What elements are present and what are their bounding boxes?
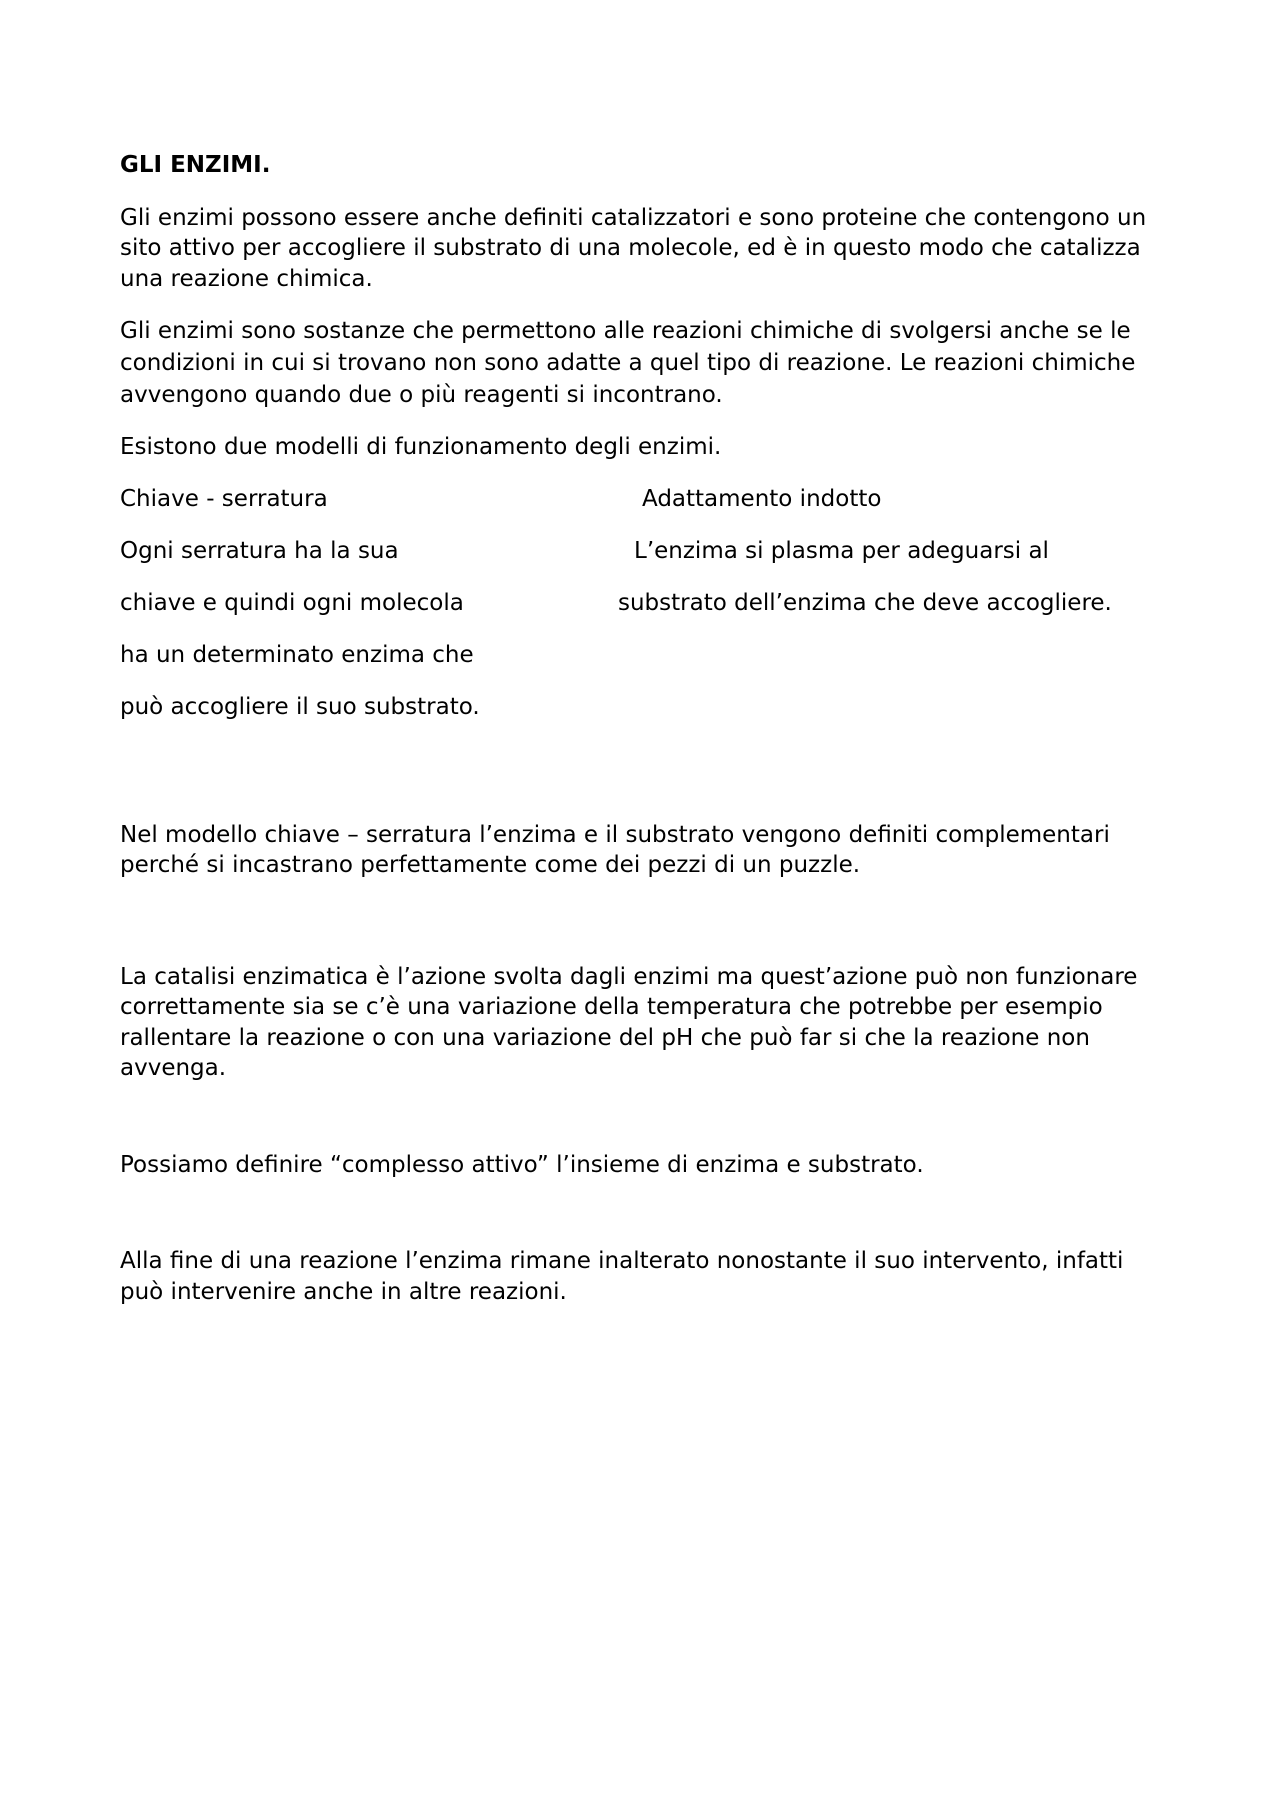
model-right-line: substrato dell’enzima che deve accogliere. [618,589,1112,616]
paragraph-catalysis: La catalisi enzimatica è l’azione svolta dagli enzimi ma quest’azione può non funzionare correttamente sia se c’è una variazione della temperatura che potrebbe per esempio rallentare la reazione o con una variazione del pH che può far si che la reazione non avvenga. [120,963,1138,1081]
document-title: GLI ENZIMI. [120,152,271,178]
paragraph-definition: Gli enzimi possono essere anche definiti catalizzatori e sono proteine che contengono un sito attivo per accogliere il substrato di una molecole, ed è in questo modo che catalizza una reazione chimica. [120,204,1147,292]
model-right-line: L’enzima si plasma per adeguarsi al [634,537,1049,564]
paragraph-active-complex: Possiamo definire “complesso attivo” l’insieme di enzima e substrato. [120,1151,924,1178]
document-body [120,150,1170,1328]
model-left-line: Ogni serratura ha la sua [120,537,399,564]
paragraph-function: Gli enzimi sono sostanze che permettono alle reazioni chimiche di svolgersi anche se le condizioni in cui si trovano non sono adatte a quel tipo di reazione. Le reazioni chimiche avvengono quando due o più reagenti si incontrano. [120,318,1136,408]
paragraph-models-intro: Esistono due modelli di funzionamento degli enzimi. [120,434,722,460]
model-right-heading: Adattamento indotto [642,485,882,512]
model-left-line: può accogliere il suo substrato. [120,693,480,720]
paragraph-unchanged-enzyme: Alla fine di una reazione l’enzima rimane inalterato nonostante il suo intervento, infatti può intervenire anche in altre reazioni. [120,1248,1124,1305]
models-comparison [120,484,1170,739]
model-left-line: chiave e quindi ogni molecola [120,589,464,616]
model-left-line: ha un determinato enzima che [120,641,474,668]
model-left-heading: Chiave - serratura [120,485,328,512]
paragraph-lock-key: Nel modello chiave – serratura l’enzima e il substrato vengono definiti complementari perché si incastrano perfettamente come dei pezzi di un puzzle. [120,821,1110,878]
